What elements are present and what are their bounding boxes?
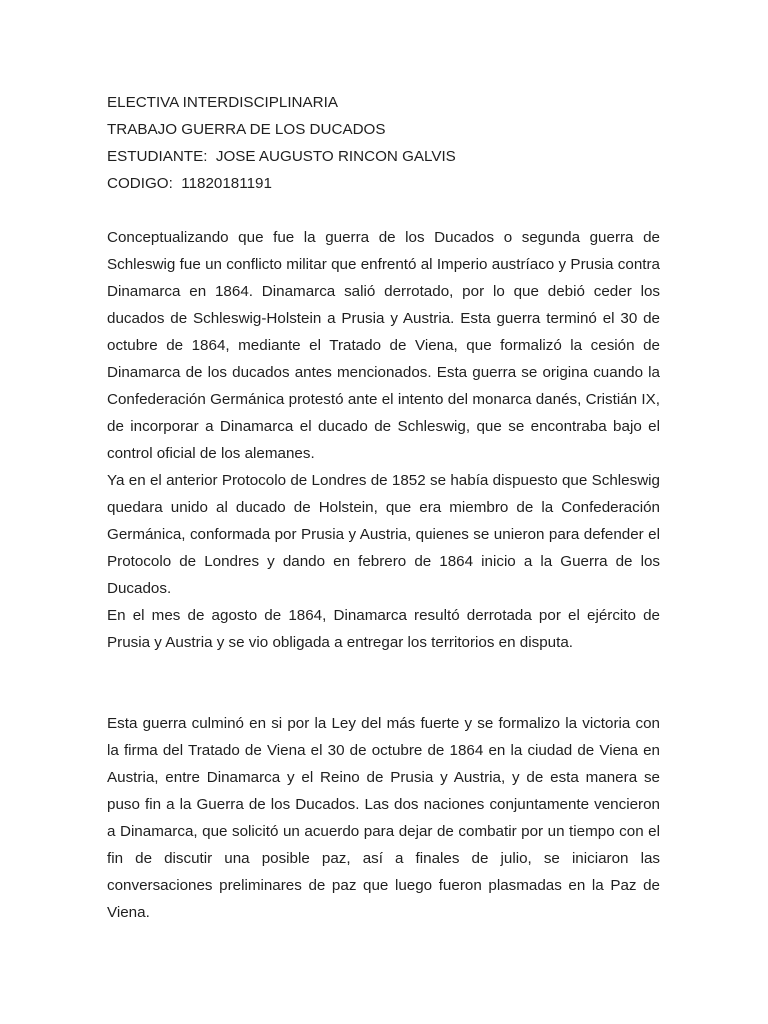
paragraph-spacer [107, 683, 660, 710]
student-code: CODIGO: 11820181191 [107, 175, 272, 192]
course-title: ELECTIVA INTERDISCIPLINARIA [107, 94, 338, 111]
student-name: ESTUDIANTE: JOSE AUGUSTO RINCON GALVIS [107, 148, 456, 165]
paragraph-conclusion: Esta guerra culminó en si por la Ley del más fuerte y se formalizo la victoria con la firma del Tratado de Viena el 30 de octubre de 1864 en la ciudad de Viena en Austria, entre Dinamarca y el Reino de Prusia y Austria, y de esta manera se puso fin a la Guerra de los Ducados. Las dos naciones conjuntamente vencieron a Dinamarca, que solicitó un acuerdo para dejar de combatir por un tiempo con el fin de discutir una posible paz, así a finales de julio, se iniciaron las conversaciones preliminares de paz que luego fueron plasmadas en la Paz de Viena. [107, 715, 660, 921]
paragraph-defeat: En el mes de agosto de 1864, Dinamarca resultó derrotada por el ejército de Prusia y Austria y se vio obligada a entregar los territorios en disputa. [107, 607, 660, 651]
paragraph-introduction: Conceptualizando que fue la guerra de los Ducados o segunda guerra de Schleswig fue un conflicto militar que enfrentó al Imperio austríaco y Prusia contra Dinamarca en 1864. Dinamarca salió derrotado, por lo que debió ceder los ducados de Schleswig-Holstein a Prusia y Austria. Esta guerra terminó el 30 de octubre de 1864, mediante el Tratado de Viena, que formalizó la cesión de Dinamarca de los ducados antes mencionados. Esta guerra se origina cuando la Confederación Germánica protestó ante el intento del monarca danés, Cristián IX, de incorporar a Dinamarca el ducado de Schleswig, que se encontraba bajo el control oficial de los alemanes. [107, 229, 660, 462]
document-page [107, 89, 660, 926]
assignment-title: TRABAJO GUERRA DE LOS DUCADOS [107, 121, 386, 138]
paragraph-protocol: Ya en el anterior Protocolo de Londres de 1852 se había dispuesto que Schleswig quedara unido al ducado de Holstein, que era miembro de la Confederación Germánica, conformada por Prusia y Austria, quienes se unieron para defender el Protocolo de Londres y dando en febrero de 1864 inicio a la Guerra de los Ducados. [107, 472, 660, 597]
paragraph-spacer [107, 656, 660, 683]
document-header [107, 89, 660, 197]
